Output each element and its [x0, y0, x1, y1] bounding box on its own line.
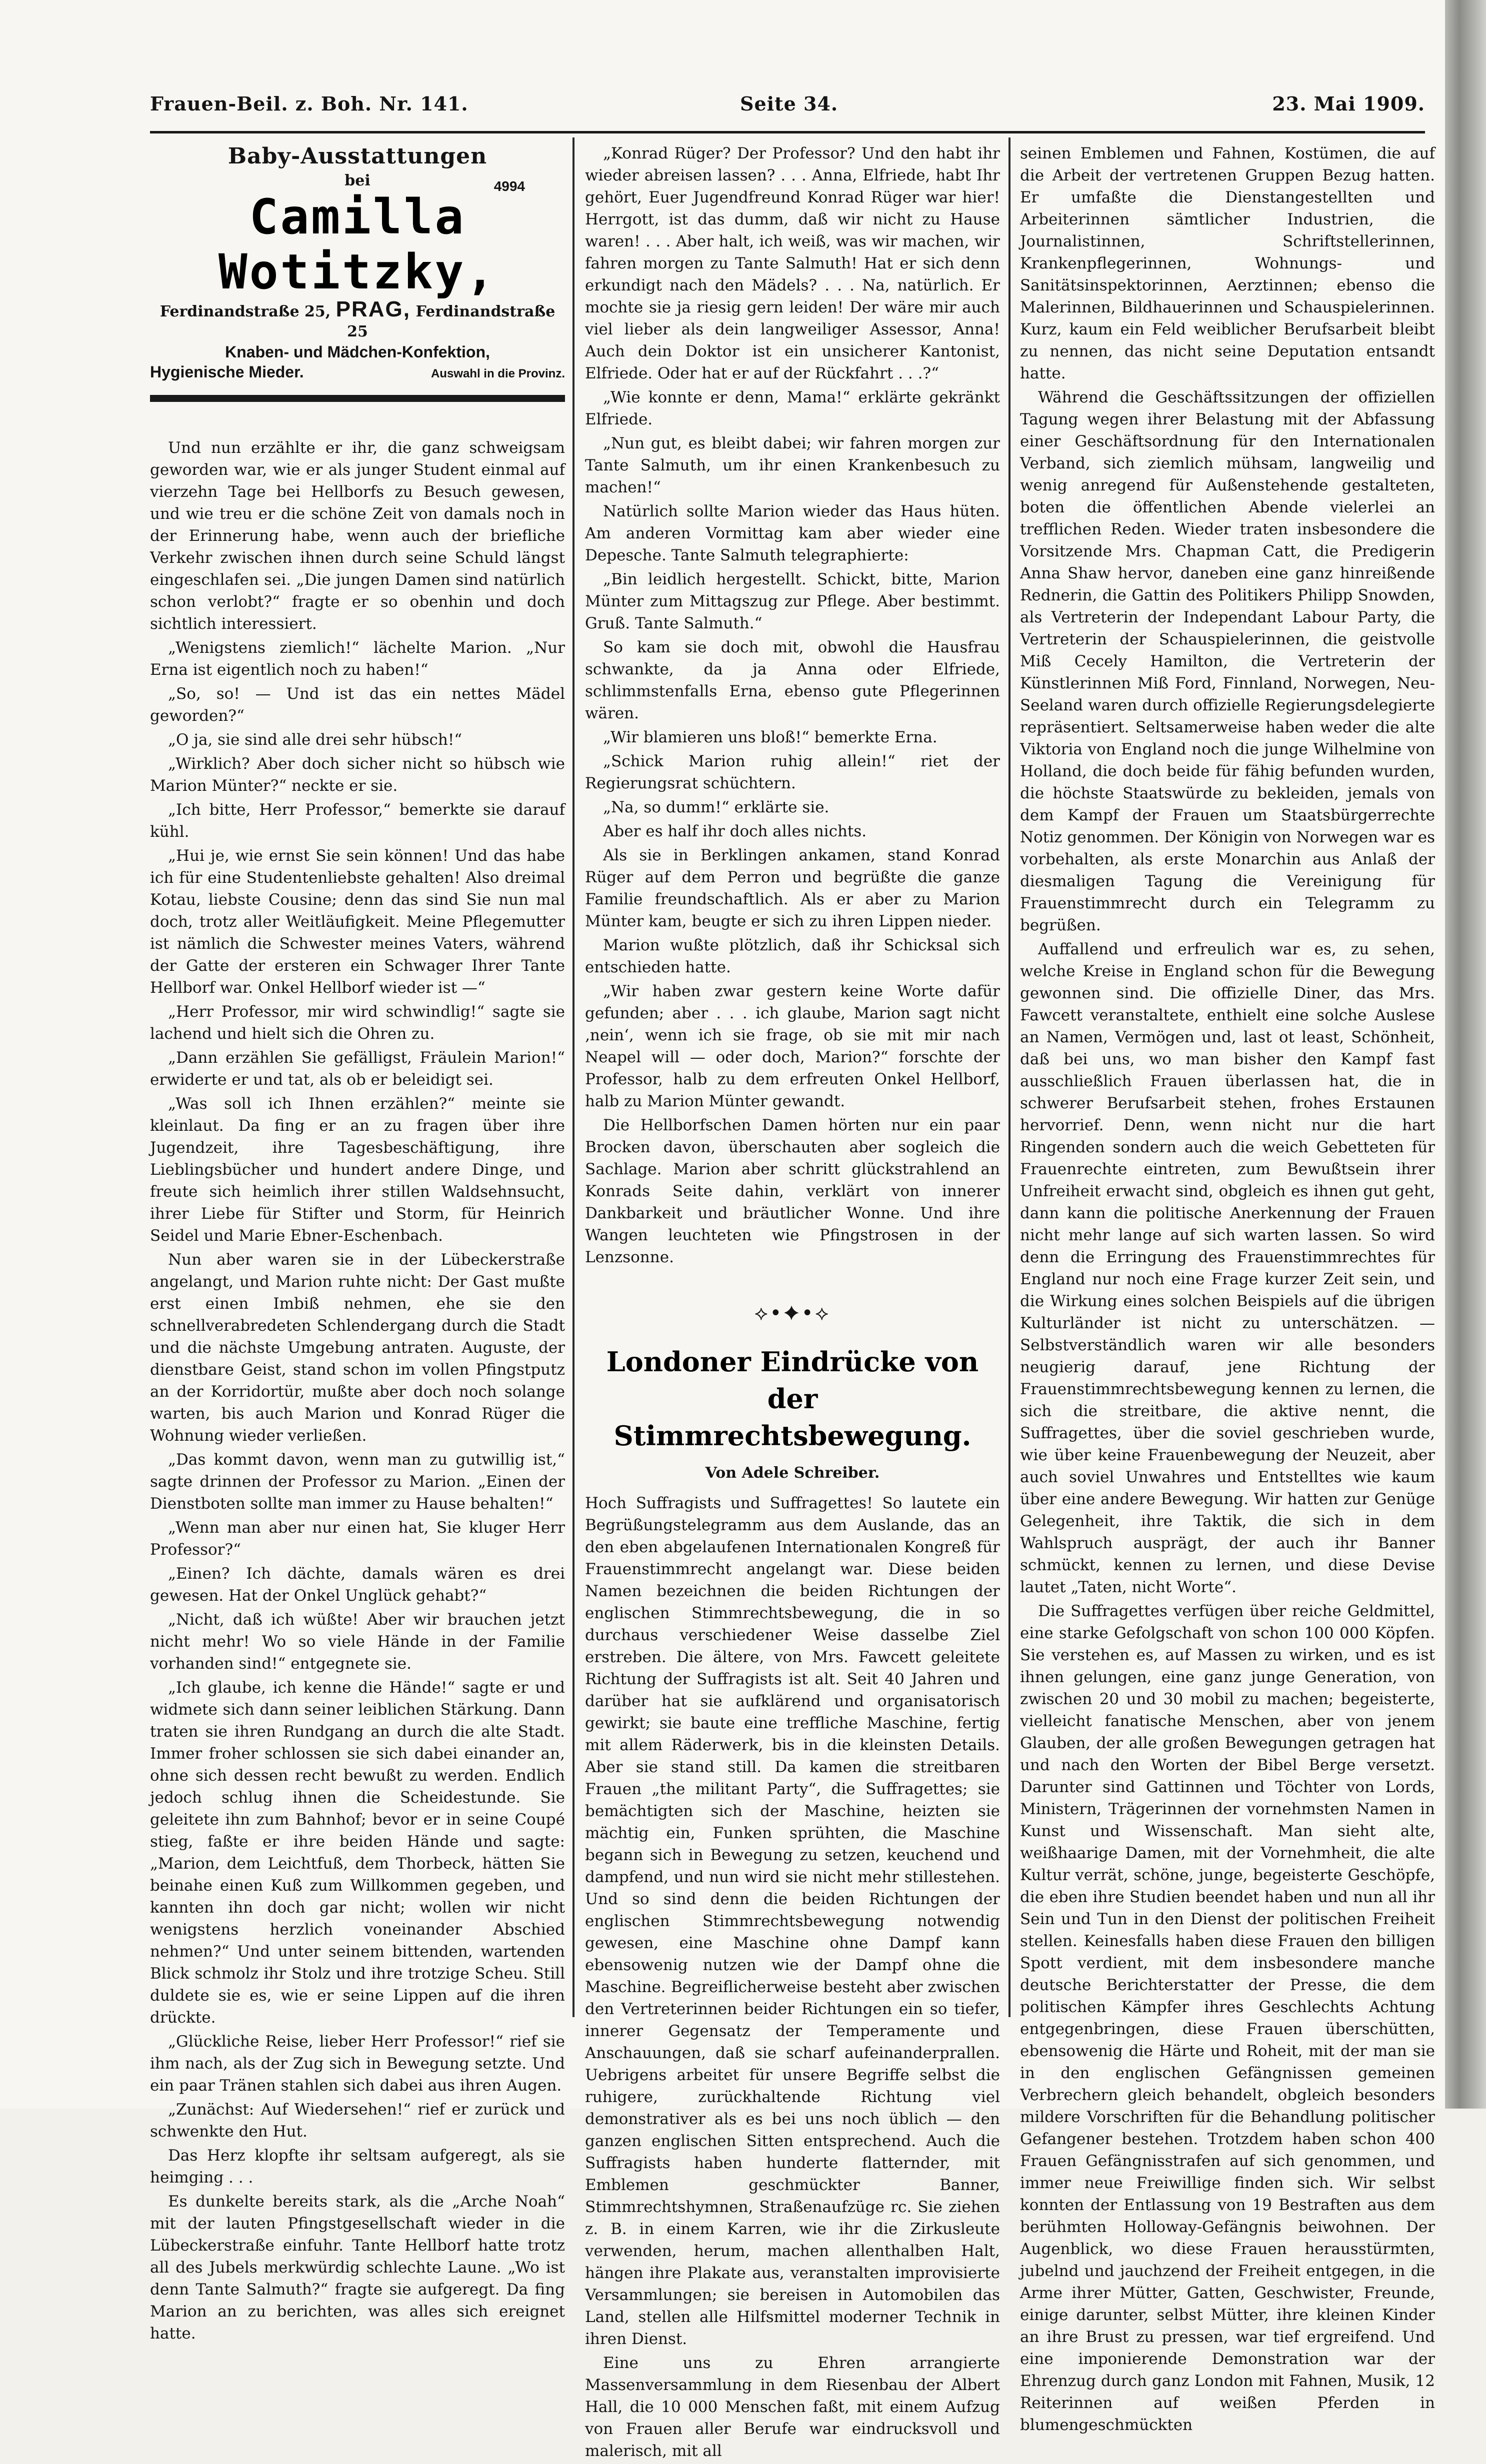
- ad-title: Baby-Ausstattungen: [228, 143, 488, 169]
- story-paragraph: „Herr Professor, mir wird schwindlig!“ sagte sie lachend und hielt sich die Ohren zu.: [150, 1003, 565, 1043]
- story-paragraph: „Ich glaube, ich kenne die Hände!“ sagte er und widmete sich dann seiner leiblichen Stärkung. Dann traten sie ihren Rundgang an durch die alte Stadt. Immer froher schlossen sie sich dabei einander an, ohne sich dessen recht bewußt zu werden. Endlich jedoch schlug ihnen die Scheidestunde. Sie geleitete ihn zum Bahnhof; bevor er in seine Coupé stieg, faßte er ihre beiden Hände und sagte: „Marion, dem Leichtfuß, dem Thorbeck, hätten Sie beinahe einen Kuß zum Willkommen gegeben, und kannten ihn doch gar nicht; wollen wir nicht wenigstens herzlich voneinander Abschied nehmen?“ Und unter seinem bittenden, wartenden Blick schmolz ihr Stolz und ihre trotzige Scheu. Still duldete sie es, wie er seine Lippen auf die ihren drückte.: [150, 1679, 565, 2027]
- story-paragraph: „Wir haben zwar gestern keine Worte dafür gefunden; aber . . . ich glaube, Marion sagt nicht ‚nein‘, wenn ich sie frage, ob sie mit mir nach Neapel will — oder doch, Marion?“ forschte der Professor, halb zu dem erfreuten Onkel Hellborf, halb zu Marion Münter gewandt.: [585, 982, 1000, 1110]
- story-paragraph: „Na, so dumm!“ erklärte sie.: [603, 798, 830, 816]
- article-body-col3: [1020, 142, 1435, 2436]
- advertisement: [150, 142, 565, 437]
- ad-address: [150, 299, 565, 342]
- article-paragraph: Hoch Suffragists und Suffragettes! So lautete ein Begrüßungstelegramm aus dem Auslande, das an den eben abgelaufenen Internationalen Kongreß für Frauenstimmrecht angelangt war. Diese beiden Namen bezeichnen die beiden Richtungen der englischen Stimmrechtsbewegung, die in so durchaus verschiedener Weise dasselbe Ziel erstreben. Die ältere, von Mrs. Fawcett geleitete Richtung der Suffragists ist alt. Seit 40 Jahren und darüber hat sie aufklärend und organisatorisch gewirkt; sie baute eine treffliche Maschine, fertig mit allem Räderwerk, bis in die kleinsten Details. Aber sie stand still. Da kamen die streitbaren Frauen „the militant Party“, die Suffragettes; sie bemächtigten sich der Maschine, heizten sie mächtig ein, Funken sprühten, die Maschine begann sich in Bewegung zu setzen, keuchend und dampfend, und nun wird sie nicht mehr stillestehen. Und so sind denn die beiden Richtungen der englischen Stimmrechtsbewegung notwendig gewesen, eine Maschine ohne Dampf kann ebensowenig nutzen wie der Dampf ohne die Maschine. Begreiflicherweise besteht aber zwischen den Vertreterinnen beider Richtungen ein so tiefer, innerer Gegensatz der Temperamente und Anschauungen, daß sie scharf aufeinanderprallen. Uebrigens arbeitet für unsere Begriffe selbst die ruhigere, zurückhaltende Richtung viel demonstrativer als es bei uns noch üblich — den ganzen englischen Sitten entsprechend. Auch die Suffragists haben hunderte flatternder, mit Emblemen geschmückter Banner, Stimmrechtshymnen, Straßenaufzüge rc. Sie ziehen z. B. in einem Karren, wie ihr die Zirkusleute verwenden, herum, machen allenthalben Halt, hängen ihre Plakate aus, veranstalten improvisierte Versammlungen; sie bereisen in Automobilen das Land, stellen alle Hilfsmittel moderner Technik in ihren Dienst.: [585, 1494, 1000, 2348]
- ad-address-city: PRAG,: [336, 297, 410, 321]
- article-paragraph: seinen Emblemen und Fahnen, Kostümen, die auf die Arbeit der vertretenen Gruppen Bezug hatten. Er umfaßte die Dienstangestellten und Arbeiterinnen sämtlicher Industrien, die Journalistinnen, Schriftstellerinnen, Krankenpflegerinnen, Wohnungs- und Sanitätsinspektorinnen, Aerztinnen; ebenso die Malerinnen, Bildhauerinnen und Schauspielerinnen. Kurz, kaum ein Feld weiblicher Berufsarbeit bleibt zu nennen, das nicht seine Deputation entsandt hatte.: [1020, 144, 1435, 382]
- column-2: [585, 142, 1000, 2464]
- story-continuation-col2: [585, 142, 1000, 1268]
- column-divider-1: [572, 137, 574, 2017]
- ad-number: 4994: [494, 178, 525, 194]
- ad-rule: [150, 395, 565, 402]
- story-paragraph: Als sie in Berklingen ankamen, stand Konrad Rüger auf dem Perron und begrüßte die ganze Familie freundschaftlich. Als er aber zu Marion Münter kam, beugte er sich zu ihren Lippen nieder.: [585, 846, 1000, 930]
- article-title: [585, 1343, 1000, 1454]
- story-paragraph: „Wenigstens ziemlich!“ lächelte Marion. „Nur Erna ist eigentlich noch zu haben!“: [150, 639, 565, 679]
- section-ornament: ⟡•✦•⟡: [754, 1302, 830, 1325]
- ad-line-2-small: Auswahl in die Provinz.: [430, 367, 565, 380]
- story-paragraph: „Ich bitte, Herr Professor,“ bemerkte sie darauf kühl.: [150, 801, 565, 841]
- story-paragraph: „Einen? Ich dächte, damals wären es drei gewesen. Hat der Onkel Unglück gehabt?“: [150, 1565, 565, 1605]
- story-paragraph: „Wenn man aber nur einen hat, Sie kluger Herr Professor?“: [150, 1519, 565, 1559]
- article-title-line-2: Stimmrechtsbewegung.: [614, 1420, 972, 1452]
- story-continuation-col1: [150, 437, 565, 2345]
- article-paragraph: Auffallend und erfreulich war es, zu sehen, welche Kreise in England schon für die Bewegung gewonnen sind. Die offizielle Diner, das Mrs. Fawcett veranstaltete, enthielt eine solche Auslese an Namen, Vermögen und, last ot least, Schönheit, daß bei uns, wo man bisher den Kampf fast ausschließlich Frauen überlassen hat, die in schwerer Berufsarbeit stehen, frohes Erstaunen hervorrief. Denn, wenn nicht nur die hart Ringenden sondern auch die weich Gebetteten für Frauenrechte eintreten, zum Bewußtsein ihrer Unfreiheit erwacht sind, obgleich es ihnen gut geht, dann kann die politische Anerkennung der Frauen nicht mehr lange auf sich warten lassen. So wird denn die Erringung des Frauenstimmrechtes für England nur noch eine Frage kurzer Zeit sein, und die Wirkung eines solchen Beispiels auf die übrigen Kulturländer ist nicht zu unterschätzen. — Selbstverständlich waren wir alle besonders neugierig darauf, jene Richtung der Frauenstimmrechtsbewegung kennen zu lernen, die sich die streitbare, die aktive nennt, die Suffragettes, über die soviel geschrieben wurde, wie über keine Frauenbewegung der Neuzeit, aber auch soviel Unwahres und Entstelltes wie kaum über eine andere Bewegung. Wir hatten zur Genüge Gelegenheit, ihre Taktik, die sich in dem Wahlspruch ausprägt, der auch ihr Banner schmückt, kennen zu lernen, und diese Devise lautet „Taten, nicht Worte“.: [1020, 940, 1435, 1596]
- header-publication: Frauen-Beil. z. Boh. Nr. 141.: [150, 92, 468, 115]
- column-1: [150, 142, 565, 2347]
- ad-address-right: Ferdinandstraße 25: [347, 303, 556, 340]
- story-paragraph: „Bin leidlich hergestellt. Schickt, bitte, Marion Münter zum Mittagszug zur Pflege. Aber bestimmt. Gruß. Tante Salmuth.“: [585, 570, 1000, 632]
- ad-address-left: Ferdinandstraße 25,: [160, 303, 331, 320]
- header-rule: [150, 131, 1425, 133]
- story-paragraph: „Wie konnte er denn, Mama!“ erklärte gekränkt Elfriede.: [585, 388, 1000, 428]
- story-paragraph: „Hui je, wie ernst Sie sein können! Und das habe ich für eine Studentenliebste gehalten! Also dreimal Kotau, liebste Cousine; denn das sind Sie nun mal doch, trotz aller Weitläufigkeit. Meine Pflegemutter ist nämlich die Schwester meines Vaters, während der Gatte der ersteren ein Schwager Ihrer Tante Hellborf war. Onkel Hellborf wieder ist —“: [150, 847, 565, 997]
- story-paragraph: „Das kommt davon, wenn man zu gutwillig ist,“ sagte drinnen der Professor zu Marion. „Einen der Dienstboten sollte man immer zu Hause behalten!“: [150, 1451, 565, 1513]
- story-paragraph: Es dunkelte bereits stark, als die „Arche Noah“ mit der lauten Pfingstgesellschaft wieder in die Lübeckerstraße einfuhr. Tante Hellborf hatte trotz all des Jubels merkwürdig schlechte Laune. „Wo ist denn Tante Salmuth?“ fragte sie aufgeregt. Da fing Marion an zu berichten, was alles sich ereignet hatte.: [150, 2193, 565, 2343]
- story-paragraph: „Nun gut, es bleibt dabei; wir fahren morgen zur Tante Salmuth, um ihr einen Krankenbesuch zu machen!“: [585, 434, 1000, 496]
- ad-line-1: Knaben- und Mädchen-Konfektion,: [225, 343, 490, 361]
- story-paragraph: „So, so! — Und ist das ein nettes Mädel geworden?“: [150, 685, 565, 725]
- article-paragraph: Eine uns zu Ehren arrangierte Massenversammlung in dem Riesenbau der Albert Hall, die 10 000 Menschen faßt, mit einem Aufzug von Frauen aller Berufe war eindrucksvoll und malerisch, mit all: [585, 2354, 1000, 2460]
- column-divider-2: [1008, 137, 1010, 2017]
- story-paragraph: „Schick Marion ruhig allein!“ riet der Regierungsrat schüchtern.: [585, 752, 1000, 792]
- page-edge-shadow: [1445, 0, 1486, 2109]
- story-paragraph: „Nicht, daß ich wüßte! Aber wir brauchen jetzt nicht mehr! Wo so viele Hände in der Familie vorhanden sind!“ entgegnete sie.: [150, 1611, 565, 1673]
- story-paragraph: „O ja, sie sind alle drei sehr hübsch!“: [168, 731, 462, 749]
- article-author: Von Adele Schreiber.: [705, 1464, 880, 1482]
- ad-bei: bei: [344, 172, 370, 189]
- header-page-number: Seite 34.: [740, 92, 838, 115]
- story-paragraph: „Konrad Rüger? Der Professor? Und den habt ihr wieder abreisen lassen? . . . Anna, Elfriede, habt Ihr gehört, Euer Jugendfreund Konrad Rüger war hier! Herrgott, ist das dumm, daß wir nicht zu Hause waren! . . . Aber halt, ich weiß, was wir machen, wir fahren morgen zu Tante Salmuth! Hat er sich denn erkundigt nach den Mädels? . . . Na, natürlich. Er mochte sie ja riesig gern leiden! Der wäre mir auch viel lieber als dein langweiliger Assessor, Anna! Auch dein Doktor ist ein unsicherer Kantonist, Elfriede. Oder hat er auf der Rückfahrt . . .?“: [585, 144, 1000, 382]
- story-paragraph: Das Herz klopfte ihr seltsam aufgeregt, als sie heimging . . .: [150, 2147, 565, 2187]
- story-paragraph: „Zunächst: Auf Wiedersehen!“ rief er zurück und schwenkte den Hut.: [150, 2101, 565, 2141]
- story-paragraph: „Wirklich? Aber doch sicher nicht so hübsch wie Marion Münter?“ neckte er sie.: [150, 755, 565, 795]
- story-paragraph: Und nun erzählte er ihr, die ganz schweigsam geworden war, wie er als junger Student einmal auf vierzehn Tage bei Hellborfs zu Besuch gewesen, und wie treu er die schöne Zeit von damals noch in der Erinnerung habe, wenn auch der briefliche Verkehr zwischen ihnen durch seine Schuld längst eingeschlafen sei. „Die jungen Damen sind natürlich schon verlobt?“ fragte er so obenhin und doch sichtlich interessiert.: [150, 439, 565, 633]
- article-title-line-1: Londoner Eindrücke von der: [606, 1346, 979, 1415]
- story-paragraph: Natürlich sollte Marion wieder das Haus hüten. Am anderen Vormittag kam aber wieder eine Depesche. Tante Salmuth telegraphierte:: [585, 502, 1000, 564]
- article-paragraph: Die Suffragettes verfügen über reiche Geldmittel, eine starke Gefolgschaft von schon 100 000 Köpfen. Sie verstehen es, auf Massen zu wirken, und es ist ihnen gelungen, eine ganz junge Generation, von zwischen 20 und 30 mobil zu machen; begeisterte, vielleicht fanatische Menschen, aber von jenem Glauben, der alle großen Bewegungen getragen hat und nach den Worten der Bibel Berge versetzt. Darunter sind Gattinnen und Töchter von Lords, Ministern, Trägerinnen der vornehmsten Namen in Kunst und Wissenschaft. Man sieht alte, weißhaarige Damen, mit der Vornehmheit, die alte Kultur verrät, schöne, junge, begeisterte Geschöpfe, die eben ihre Studien beendet haben und nun all ihr Sein und Tun in den Dienst der politischen Freiheit stellen. Keinesfalls haben diese Frauen den billigen Spott verdient, mit dem insbesondere manche deutsche Berichterstatter der Presse, die dem politischen Kämpfer ihres Geschlechts Achtung entgegenbringen, diese Frauen überschütten, ebensowenig die Härte und Roheit, mit der man sie in den englischen Gefängnissen gemeinen Verbrechern gleich behandelt, obgleich besonders mildere Vorschriften für die Behandlung politischer Gefangener bestehen. Trotzdem haben schon 400 Frauen Gefängnisstrafen auf sich genommen, und immer neue Freiwillige finden sich. Wir selbst konnten der Entlassung von 19 Bestraften aus dem berühmten Holloway-Gefängnis beiwohnen. Der Augenblick, wo diese Frauen herausstürmten, jubelnd und jauchzend der Freiheit entgegen, in die Arme ihrer Mütter, Gatten, Geschwister, Freunde, einige darunter, selbst Mütter, ihre kleinen Kinder an ihre Brust zu pressen, war tief ergreifend. Und eine imponierende Demonstration war der Ehrenzug durch ganz London mit Fahnen, Musik, 12 Reiterinnen auf weißen Pferden in blumengeschmückten: [1020, 1602, 1435, 2434]
- story-paragraph: „Was soll ich Ihnen erzählen?“ meinte sie kleinlaut. Da fing er an zu fragen über ihre Jugendzeit, ihre Tagesbeschäftigung, ihre Lieblingsbücher und hundert andere Dinge, und freute sich heimlich ihrer stillen Waldsehnsucht, ihrer Liebe für Stifter und Storm, für Heinrich Seidel und Marie Ebner-Eschenbach.: [150, 1095, 565, 1245]
- column-3: [1020, 142, 1435, 2438]
- story-paragraph: „Glückliche Reise, lieber Herr Professor!“ rief sie ihm nach, als der Zug sich in Bewegung setzte. Und ein paar Tränen stahlen sich dabei aus ihren Augen.: [150, 2033, 565, 2095]
- ad-line-2: [150, 362, 565, 382]
- story-paragraph: Marion wußte plötzlich, daß ihr Schicksal sich entschieden hatte.: [585, 936, 1000, 976]
- ad-line-2-text: Hygienische Mieder.: [150, 363, 304, 381]
- story-paragraph: So kam sie doch mit, obwohl die Hausfrau schwankte, da ja Anna oder Elfriede, schlimmstenfalls Erna, ebenso gute Pflegerinnen wären.: [585, 638, 1000, 722]
- story-paragraph: „Wir blamieren uns bloß!“ bemerkte Erna.: [603, 728, 938, 746]
- story-paragraph: Nun aber waren sie in der Lübeckerstraße angelangt, und Marion ruhte nicht: Der Gast mußte erst einen Imbiß nehmen, ehe sie den schnellverabredeten Schlendergang durch die Stadt und die nächste Umgebung antraten. Auguste, der dienstbare Geist, stand schon im vollen Pfingstputz an der Korridortür, mußte aber doch noch solange warten, bis auch Marion und Konrad Rüger die Wohnung wieder verließen.: [150, 1251, 565, 1445]
- story-paragraph: Die Hellborfschen Damen hörten nur ein paar Brocken davon, überschauten aber sogleich die Sachlage. Marion aber schritt glückstrahlend an Konrads Seite dahin, verklärt von innerer Dankbarkeit und bräutlicher Wonne. Und ihre Wangen leuchteten wie Pfingstrosen in der Lenzsonne.: [585, 1116, 1000, 1266]
- article-paragraph: Während die Geschäftssitzungen der offiziellen Tagung wegen ihrer Belastung mit der Abfassung einer Geschäftsordnung für den Internationalen Verband, sich ziemlich mühsam, langweilig und wenig anregend für Außenstehende gestalteten, boten die öffentlichen Abende vielerlei an trefflichen Reden. Wieder traten insbesondere die Vorsitzende Mrs. Chapman Catt, die Predigerin Anna Shaw hervor, daneben eine ganz hinreißende Rednerin, die Gattin des Politikers Philipp Snowden, als Vertreterin der Independant Labour Party, die Vertreterin der Schauspielerinnen, die geistvolle Miß Cecely Hamilton, die Vertreterin der Künstlerinnen Miß Ford, Finnland, Norwegen, Neu-Seeland waren durch offizielle Regierungsdelegierte repräsentiert. Seltsamerweise haben weder die alte Viktoria von England noch die junge Wilhelmine von Holland, die doch beide für fähig befunden wurden, die höchste Staatswürde zu bekleiden, jemals von dem Kampf der Frauen um Staatsbürgerrechte Notiz genommen. Der Königin von Norwegen war es vorbehalten, als erste Monarchin aus Anlaß der diesmaligen Tagung die Vereinigung für Frauenstimmrecht durch ein Telegramm zu begrüßen.: [1020, 388, 1435, 934]
- header-date: 23. Mai 1909.: [1272, 92, 1425, 115]
- page-header: [150, 92, 1425, 127]
- story-paragraph: „Dann erzählen Sie gefälligst, Fräulein Marion!“ erwiderte er und tat, als ob er beleidigt sei.: [150, 1049, 565, 1089]
- story-paragraph: Aber es half ihr doch alles nichts.: [603, 822, 867, 840]
- ad-company-name: Camilla Wotitzky,: [218, 189, 497, 300]
- article-body-col2: [585, 1492, 1000, 2462]
